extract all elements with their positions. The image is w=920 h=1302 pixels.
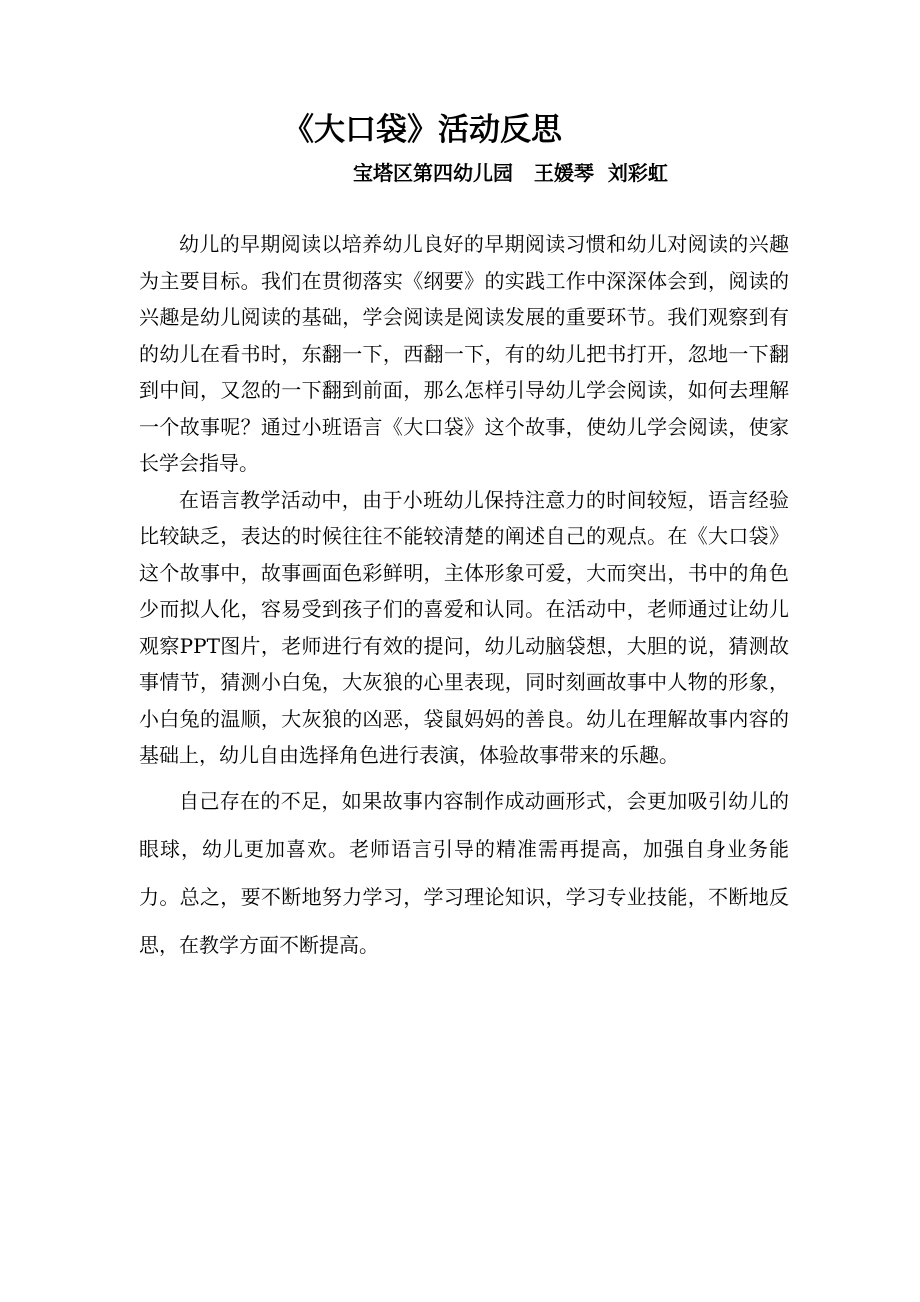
paragraph-3: 自己存在的不足，如果故事内容制作成动画形式，会更加吸引幼儿的眼球，幼儿更加喜欢。老师语言引导的精准需再提高，加强自身业务能力。总之，要不断地努力学习，学习理论知识，学习专业技能，不断地反思，在教学方面不断提高。 bbox=[139, 788, 789, 957]
author-line: 宝塔区第四幼儿园 王媛琴 刘彩虹 bbox=[353, 161, 668, 185]
paragraph-2: 在语言教学活动中，由于小班幼儿保持注意力的时间较短，语言经验比较缺乏，表达的时候往往不能较清楚的阐述自己的观点。在《大口袋》这个故事中，故事画面色彩鲜明，主体形象可爱，大而突出，书中的角色少而拟人化，容易受到孩子们的喜爱和认同。在活动中，老师通过让幼儿观察PPT图片，老师进行有效的提问，幼儿动脑袋想，大胆的说，猜测故事情节，猜测小白兔，大灰狼的心里表现，同时刻画故事中人物的形象，小白兔的温顺，大灰狼的凶恶，袋鼠妈妈的善良。幼儿在理解故事内容的基础上，幼儿自由选择角色进行表演，体验故事带来的乐趣。 bbox=[139, 487, 789, 767]
document-body bbox=[139, 226, 789, 969]
paragraph-1: 幼儿的早期阅读以培养幼儿良好的早期阅读习惯和幼儿对阅读的兴趣为主要目标。我们在贯彻落实《纲要》的实践工作中深深体会到，阅读的兴趣是幼儿阅读的基础，学会阅读是阅读发展的重要环节。我们观察到有的幼儿在看书时，东翻一下，西翻一下，有的幼儿把书打开，忽地一下翻到中间，又忽的一下翻到前面，那么怎样引导幼儿学会阅读，如何去理解一个故事呢？通过小班语言《大口袋》这个故事，使幼儿学会阅读，使家长学会指导。 bbox=[139, 232, 789, 475]
page-title: 《大口袋》活动反思 bbox=[283, 112, 562, 148]
